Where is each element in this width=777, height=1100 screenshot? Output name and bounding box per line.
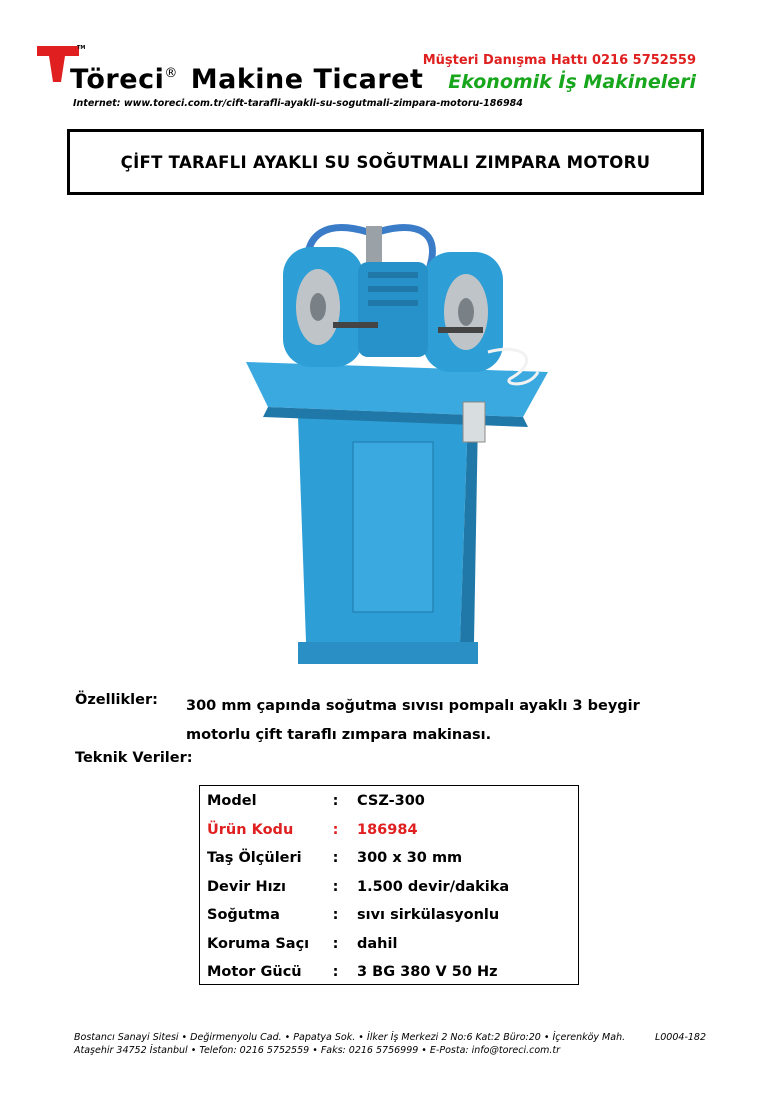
spec-key: Taş Ölçüleri [207, 850, 302, 867]
footer-line-1: Bostancı Sanayi Sitesi • Değirmenyolu Cad. • Papatya Sok. • İlker İş Merkezi 2 No:6 Kat:2 Büro:20 • İçerenköy Mah. [74, 1032, 626, 1043]
slogan-text: Ekonomik İş Makineleri [448, 71, 696, 93]
spec-row-speed [200, 873, 578, 902]
spec-key: Devir Hızı [207, 878, 287, 895]
brand-name: Töreci [70, 64, 165, 95]
spec-row-model [200, 787, 578, 816]
footer-address [74, 1031, 706, 1057]
spec-key: Ürün Kodu [207, 821, 294, 838]
spec-value: dahil [357, 935, 398, 952]
spec-value: sıvı sirkülasyonlu [357, 907, 500, 924]
footer-line-2: Ataşehir 34752 İstanbul • Telefon: 0216 5752559 • Faks: 0216 5756999 • E-Posta: info@toreci.com.tr [74, 1045, 561, 1056]
tech-label: Teknik Veriler: [75, 750, 193, 766]
title-box [67, 129, 704, 195]
spec-row-product-code [200, 816, 578, 845]
spec-row-stone-size [200, 844, 578, 873]
grinder-machine-image [228, 212, 558, 677]
trademark-mark: TM [77, 45, 86, 51]
spec-sep: : [332, 850, 339, 867]
brand-title [70, 64, 423, 95]
spec-sep: : [332, 907, 339, 924]
spec-sep: : [332, 935, 339, 952]
page-title: ÇİFT TARAFLI AYAKLI SU SOĞUTMALI ZIMPARA MOTORU [120, 152, 651, 172]
spec-value: 186984 [357, 821, 418, 838]
document-code: L0004-182 [654, 1032, 706, 1043]
spec-row-cooling [200, 901, 578, 930]
spec-key: Model [207, 793, 257, 810]
spec-sep: : [332, 793, 339, 810]
spec-key: Motor Gücü [207, 964, 302, 981]
spec-value: 3 BG 380 V 50 Hz [357, 964, 498, 981]
spec-row-guard [200, 930, 578, 959]
spec-value: 300 x 30 mm [357, 850, 463, 867]
spec-row-motor [200, 958, 578, 987]
product-url[interactable]: Internet: www.toreci.com.tr/cift-tarafli-ayakli-su-sogutmali-zimpara-motoru-186984 [73, 98, 523, 109]
features-label: Özellikler: [75, 692, 158, 708]
spec-sep: : [332, 878, 339, 895]
hotline-text: Müşteri Danışma Hattı 0216 5752559 [422, 53, 696, 68]
brand-suffix: Makine Ticaret [190, 64, 424, 95]
spec-value: CSZ-300 [357, 793, 425, 810]
spec-key: Soğutma [207, 907, 280, 924]
features-text: 300 mm çapında soğutma sıvısı pompalı ayaklı 3 beygir motorlu çift taraflı zımpara makinası. [186, 698, 640, 743]
spec-value: 1.500 devir/dakika [357, 878, 510, 895]
spec-sep: : [332, 964, 339, 981]
spec-key: Koruma Saçı [207, 935, 310, 952]
spec-sep: : [332, 821, 339, 838]
spec-table [199, 785, 579, 985]
registered-mark: ® [164, 66, 178, 81]
